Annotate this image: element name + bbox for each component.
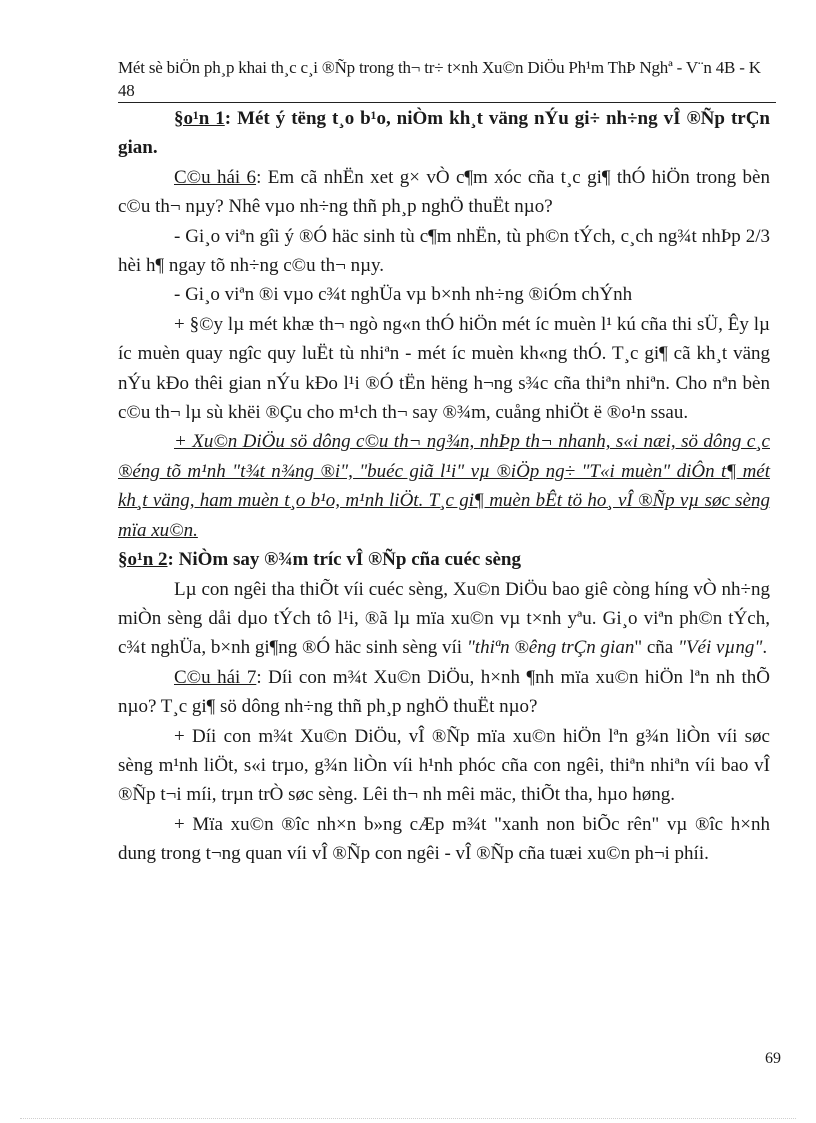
question-7: [118, 663, 770, 722]
section-1-title: : Mét ý tëng t¸o b¹o, niÒm kh¸t väng nÝu gi÷ nh÷ng vÎ ®Ñp trÇn gian.: [118, 108, 770, 159]
section-1-label: §o¹n 1: [174, 108, 225, 129]
section-2-heading: [118, 545, 770, 574]
question-7-text: : Díi con m¾t Xu©n DiÖu, h×nh ¶nh mïa xu©n hiÖn lªn nh thÕ nµo? T¸c gi¶ sö dông nh÷ng thñ ph¸p nghÖ thuËt nµo?: [118, 666, 770, 718]
section-2-label: §o¹n 2: [118, 549, 168, 571]
guide-paragraph-1: - Gi¸o viªn gîi ý ®Ó häc sinh tù c¶m nhËn, tù ph©n tÝch, c¸ch ng¾t nhÞp 2/3 hèi h¶ ngay tõ nh÷ng c©u th¬ nµy.: [118, 225, 770, 277]
quote-voi-vang: "Véi vµng": [677, 637, 763, 659]
page-header: [118, 56, 778, 102]
section-2-title: : NiÒm say ®¾m tríc vÎ ®Ñp cña cuéc sèng: [167, 549, 521, 571]
page-number: 69: [765, 1050, 781, 1067]
guide-paragraph-2: - Gi¸o viªn ®i vµo c¾t nghÜa vµ b×nh nh÷ng ®iÓm chÝnh: [174, 284, 633, 306]
analysis-paragraph-3: + Díi con m¾t Xu©n DiÖu, vÎ ®Ñp mïa xu©n hiÖn lªn g¾n liÒn víi søc sèng m¹nh liÖt, s«i trµo, g¾n liÒn víi h¹nh phóc cña con ngêi, thiªn nhiªn víi bao vÎ ®Ñp t¬i míi, trµn trÒ søc sèng. Lêi th¬ nh mêi mäc, thiÕt tha, hµo høng.: [118, 725, 770, 806]
question-6-text: : Em cã nhËn xet g× vÒ c¶m xóc cña t¸c gi¶ thÓ hiÖn trong bèn c©u th¬ nµy? Nhê vµo nh÷ng thñ ph¸p nghÖ thuËt nµo?: [118, 166, 770, 218]
analysis-paragraph-2: + Xu©n DiÖu sö dông c©u th¬ ng¾n, nhÞp th¬ nhanh, s«i næi, sö dông c¸c ®éng tõ m¹nh "t¾t n¾ng ®i", "buéc giã l¹i" vµ ®iÖp ng÷ "T«i muèn" diÔn t¶ mét kh¸t väng, ham muèn t¸o b¹o, m¹nh liÖt. T¸c gi¶ muèn bÊt tö ho¸ vÎ ®Ñp vµ søc sèng mïa xu©n.: [118, 431, 770, 541]
section-1-heading: [118, 104, 770, 163]
question-6: [118, 163, 770, 222]
analysis-paragraph-1: + §©y lµ mét khæ th¬ ngò ng«n thÓ hiÖn mét íc muèn l¹ kú cña thi sÜ, Êy lµ íc muèn quay ngîc quy luËt tù nhiªn - mét íc muèn kh«ng thÓ. T¸c gi¶ cã kh¸t väng nÝu kÐo thêi gian nÝu kÐo l¹i ®Ó tËn hëng h¬ng s¾c cña thiªn nhiªn. Cho nªn bèn c©u th¬ lµ sù khëi ®Çu cho m¹ch th¬ say ®¾m, cuång nhiÖt ë ®o¹n ssau.: [118, 313, 770, 424]
section-2-paragraph: [118, 575, 770, 663]
section-2-text: Lµ con ngêi tha thiÕt víi cuéc sèng, Xu©n DiÖu bao giê còng híng vÒ nh÷ng miÒn sèng dåi dµo tÝch tô l¹i, ®ã lµ mïa xu©n vµ t×nh yªu. Gi¸o viªn ph©n tÝch, c¾t nghÜa, b×nh gi¶ng ®Ó häc sinh sèng víi: [118, 578, 770, 659]
question-6-label: C©u hái 6: [174, 166, 257, 188]
question-7-label: C©u hái 7: [174, 666, 257, 688]
header-text: Mét sè biÖn ph¸p khai th¸c c¸i ®Ñp trong th¬ tr÷ t×nh Xu©n DiÖu Ph¹m ThÞ Nghª - V¨n 4B - K 48: [118, 58, 761, 100]
quote-thien-duong: "thiªn ®êng trÇn gian: [466, 637, 635, 659]
document-body: [118, 104, 770, 869]
section-2-end: .: [762, 637, 768, 659]
section-2-mid: " cña: [634, 637, 678, 659]
analysis-paragraph-4: + Mïa xu©n ®îc nh×n b»ng cÆp m¾t "xanh non biÕc rên" vµ ®îc h×nh dung trong t¬ng quan víi vÎ ®Ñp con ngêi - vÎ ®Ñp cña tuæi xu©n ph¬i phíi.: [118, 813, 770, 865]
header-rule: [118, 102, 776, 103]
page-bottom-border: [20, 1118, 796, 1119]
